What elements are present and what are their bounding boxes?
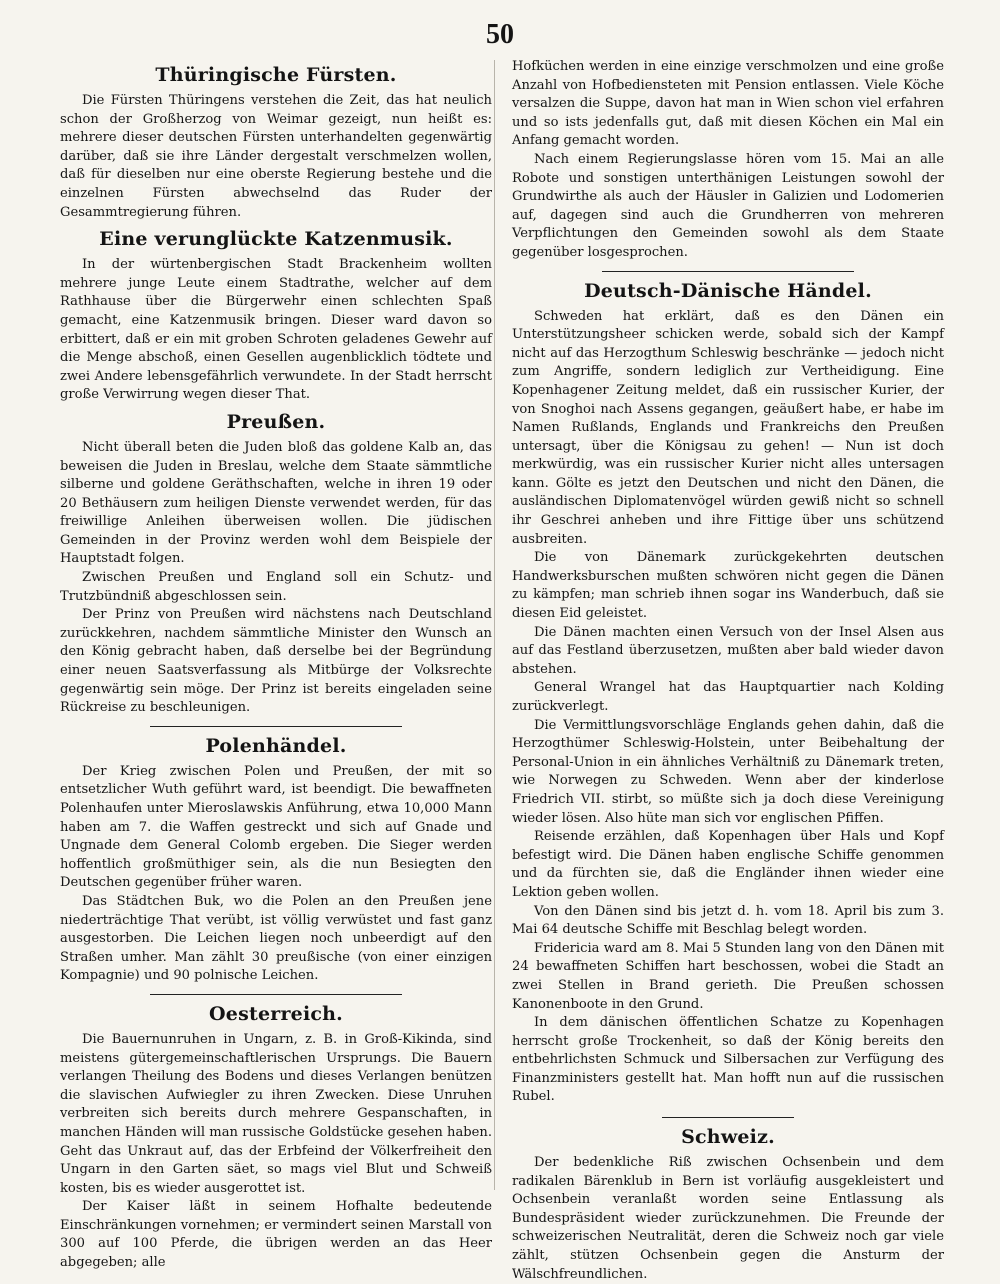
- article-paragraph: Fridericia ward am 8. Mai 5 Stunden lang von den Dänen mit 24 bewaffneten Schiffen hart beschossen, wobei die Stadt an zwei Stellen in Brand gerieth. Die Preußen schossen Kanonenboote in den Grund.: [512, 940, 944, 1012]
- article-paragraph: Das Städtchen Buk, wo die Polen an den Preußen jene niederträchtige That verübt, ist völlig verwüstet und fast ganz ausgestorben. Die Leichen liegen noch unbeerdigt auf den Straßen umher. Man zählt 30 preußische (von einer einzigen Kompagnie) und 90 polnische Leichen.: [60, 893, 492, 984]
- article-paragraph: Die von Dänemark zurückgekehrten deutschen Handwerksburschen mußten schwören nicht gegen die Dänen zu kämpfen; man schrieb ihnen sogar ins Wanderbuch, daß sie diesen Eid geleistet.: [512, 550, 944, 622]
- section-separator: [662, 1117, 794, 1118]
- article-paragraph: Nach einem Regierungslasse hören vom 15. Mai an alle Robote und sonstigen unterthänigen Leistungen sowohl der Grundwirthe als auch der Häusler in Galizien und Lodomerien auf, dagegen sind auch die Grundherren von mehreren Verpflichtungen den Gemeinden sowohl als dem Staate gegenüber losgesprochen.: [512, 151, 944, 260]
- article-paragraph: Nicht überall beten die Juden bloß das goldene Kalb an, das beweisen die Juden in Breslau, welche dem Staate sämmtliche silberne und goldene Geräthschaften, welche in ihren 19 oder 20 Bethäusern zum heiligen Dienste verwendet werden, für das freiwillige Anleihen überweisen wollen. Die jüdischen Gemeinden in der Provinz werden wohl dem Beispiele der Hauptstadt folgen.: [60, 439, 492, 567]
- section-separator: [602, 271, 854, 272]
- article-paragraph: Zwischen Preußen und England soll ein Schutz- und Trutzbündniß abgeschlossen sein.: [60, 570, 492, 604]
- article-paragraph: General Wrangel hat das Hauptquartier nach Kolding zurückverlegt.: [512, 680, 944, 714]
- column-divider: [494, 60, 495, 1190]
- section-heading-katzenmusik: Eine verunglückte Katzenmusik.: [99, 228, 453, 251]
- section-heading-preussen: Preußen.: [226, 410, 326, 433]
- article-paragraph: Der Prinz von Preußen wird nächstens nach Deutschland zurückkehren, nachdem sämmtliche Minister den Wunsch an den König gebracht haben, daß derselbe bei der Begründung einer neuen Saatsverfassung als Mitbürge der Volksrechte gegenwärtig sein möge. Der Prinz ist bereits eingeladen seine Rückreise zu beschleunigen.: [60, 607, 492, 716]
- article-paragraph: Die Fürsten Thüringens verstehen die Zeit, das hat neulich schon der Großherzog von Weimar gezeigt, nun heißt es: mehrere dieser deutschen Fürsten unterhandelten gegenwärtig darüber, daß sie ihre Länder dergestalt verschmelzen wollen, daß für dieselben nur eine oberste Regierung bestehe und die einzelnen Fürsten abwechselnd das Ruder der Gesammtregierung führen.: [60, 93, 492, 220]
- article-paragraph: Die Vermittlungsvorschläge Englands gehen dahin, daß die Herzogthümer Schleswig-Holstein, unter Beibehaltung der Personal-Union in ein ähnliches Verhältniß zu Dänemark treten, wie Norwegen zu Schweden. Wenn aber der kinderlose Friedrich VII. stirbt, so müßte sich ja doch diese Vereinigung wieder lösen. Also hüte man sich vor englischen Pfiffen.: [512, 717, 944, 826]
- section-heading-deutsch-daenisch: Deutsch-Dänische Händel.: [584, 279, 872, 302]
- section-separator: [150, 726, 402, 727]
- left-column: [60, 58, 492, 1273]
- article-paragraph: In der würtenbergischen Stadt Brackenheim wollten mehrere junge Leute einem Stadtrathe, welcher auf dem Rathhause über die Bürgerwehr einen schlechten Spaß gemacht, eine Katzenmusik bringen. Dieser ward davon so erbittert, daß er ein mit groben Schroten geladenes Gewehr auf die Menge abschoß, einen Gesellen augenblicklich tödtete und zwei Andere lebensgefährlich verwundete. In der Stadt herrscht große Verwirrung wegen dieser That.: [60, 257, 492, 403]
- article-paragraph: Der Kaiser läßt in seinem Hofhalte bedeutende Einschränkungen vornehmen; er vermindert seinen Marstall von 300 auf 100 Pferde, die übrigen werden an das Heer abgegeben; alle: [60, 1199, 492, 1271]
- article-paragraph: Reisende erzählen, daß Kopenhagen über Hals und Kopf befestigt wird. Die Dänen haben englische Schiffe genommen und da fürchten sie, daß die Engländer ihnen wieder eine Lektion geben wollen.: [512, 829, 944, 900]
- article-paragraph: Schweden hat erklärt, daß es den Dänen ein Unterstützungsheer schicken werde, sobald sich der Kampf nicht auf das Herzogthum Schleswig beschränke — jedoch nicht zum Angriffe, sondern lediglich zur Vertheidigung. Eine Kopenhagener Zeitung meldet, daß ein russischer Kurier, der von Snoghoi nach Assens gegangen, geäußert habe, er habe im Namen Rußlands, Englands und Frankreichs den Preußen untersagt, über die Königsau zu gehen! — Nun ist doch merkwürdig, was ein russischer Kurier nicht alles untersagen kann. Gölte es jetzt den Deutschen und nicht den Dänen, die ausländischen Diplomatenvögel würden gewiß nicht so schnell ihr Geschrei anheben und ihre Fittige über uns schützend ausbreiten.: [512, 308, 944, 547]
- article-paragraph: Der Krieg zwischen Polen und Preußen, der mit so entsetzlicher Wuth geführt ward, ist beendigt. Die bewaffneten Polenhaufen unter Mieroslawskis Anführung, etwa 10,000 Mann haben am 7. die Waffen gestreckt und sich auf Gnade und Ungnade dem General Colomb ergeben. Die Sieger werden hoffentlich großmüthiger sein, als die nun Besiegten den Deutschen gegenüber früher waren.: [60, 763, 492, 891]
- article-paragraph: Hofküchen werden in eine einzige verschmolzen und eine große Anzahl von Hofbediensteten mit Pension entlassen. Viele Köche versalzen die Suppe, davon hat man in Wien schon viel erfahren und so ists jedenfalls gut, daß mit diesen Köchen ein Mal ein Anfang gemacht worden.: [512, 59, 944, 149]
- section-heading-polenhaendel: Polenhändel.: [205, 734, 347, 757]
- section-heading-thueringen: Thüringische Fürsten.: [155, 64, 397, 86]
- right-column: [512, 58, 944, 1284]
- article-paragraph: In dem dänischen öffentlichen Schatze zu Kopenhagen herrscht große Trockenheit, so daß der König bereits den entbehrlichsten Schmuck und Silbersachen zur Verfügung des Finanzministers gestellt hat. Man hofft nun auf die russischen Rubel.: [512, 1015, 944, 1105]
- article-paragraph: Der bedenkliche Riß zwischen Ochsenbein und dem radikalen Bärenklub in Bern ist vorläufig ausgekleistert und Ochsenbein veranlaßt worden seine Entlassung als Bundespräsident wieder zurückzunehmen. Die Freunde der schweizerischen Neutralität, deren die Schweiz noch gar viele zählt, stützen Ochsenbein gegen die Ansturm der Wälschfreundlichen.: [512, 1155, 944, 1282]
- section-heading-schweiz: Schweiz.: [681, 1126, 775, 1149]
- article-paragraph: Von den Dänen sind bis jetzt d. h. vom 18. April bis zum 3. Mai 64 deutsche Schiffe mit Beschlag belegt worden.: [512, 903, 944, 938]
- section-heading-oesterreich: Oesterreich.: [209, 1002, 343, 1025]
- page-number: 50: [486, 19, 514, 50]
- article-paragraph: Die Bauernunruhen in Ungarn, z. B. in Groß-Kikinda, sind meistens gütergemeinschaftlerischen Ursprungs. Die Bauern verlangen Theilung des Bodens und dieses Verlangen benützen die slavischen Aufwiegler zu ihren Zwecken. Diese Unruhen verbreiten sich bereits durch mehrere Gespanschaften, in manchen Händen will man russische Goldstücke gesehen haben. Geht das Unkraut auf, das der Erbfeind der Völkerfreiheit den Ungarn in den Garten säet, so mags viel Blut und Schweiß kosten, bis es wieder ausgerottet ist.: [60, 1031, 492, 1196]
- article-paragraph: Die Dänen machten einen Versuch von der Insel Alsen aus auf das Festland überzusetzen, mußten aber bald wieder davon abstehen.: [512, 624, 944, 677]
- section-separator: [150, 994, 402, 995]
